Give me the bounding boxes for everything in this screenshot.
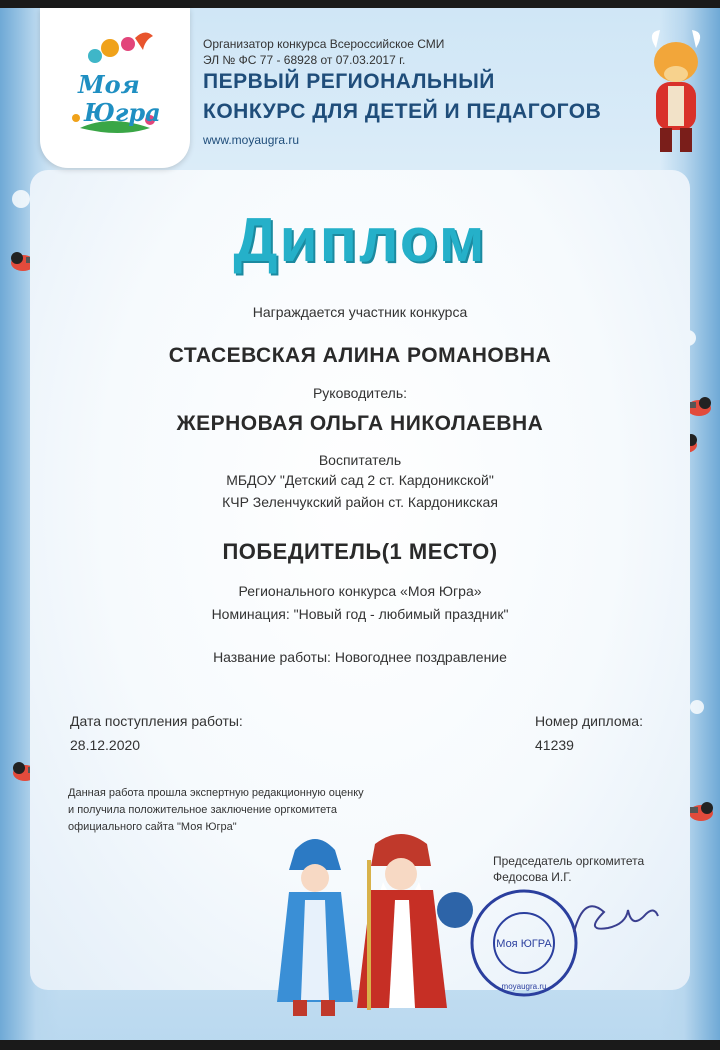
review-note-line2: и получила положительное заключение оргкомитета [68,804,337,816]
snow-maiden-and-father-frost-illustration [255,820,475,1020]
snowflake-decoration [690,700,704,714]
logo-text-line1: Моя [78,70,140,99]
logo-text-line2: Югра [84,98,161,127]
work-title-text: Название работы: Новогоднее поздравление [213,649,507,665]
contest-name-text: Регионального конкурса «Моя Югра» [238,583,482,599]
website-link[interactable]: www.moyaugra.ru [203,133,300,147]
diploma-number-value: 41239 [535,737,574,753]
chairman-role: Председатель оргкомитета [493,854,645,868]
awarded-text: Награждается участник конкурса [252,304,468,320]
organizer-text: Организатор конкурса Всероссийское СМИ [203,37,445,51]
supervisor-label: Руководитель: [312,385,408,401]
chairman-name: Федосова И.Г. [493,870,572,884]
diploma-number-label: Номер диплома: [535,713,643,729]
license-text: ЭЛ № ФС 77 - 68928 от 07.03.2017 г. [203,53,406,67]
participant-name: СТАСЕВСКАЯ АЛИНА РОМАНОВНА [168,344,552,367]
bull-mascot-icon [638,22,714,158]
diploma-title: Диплом [233,206,487,275]
contest-heading-line2: КОНКУРС ДЛЯ ДЕТЕЙ И ПЕДАГОГОВ [203,100,602,123]
institution-text: МБДОУ "Детский сад 2 ст. Кардоникской" [226,472,494,488]
received-date-label: Дата поступления работы: [70,713,243,729]
bullfinch-icon [686,800,716,822]
moya-yugra-logo [40,8,190,168]
supervisor-name: ЖЕРНОВАЯ ОЛЬГА НИКОЛАЕВНА [176,412,544,435]
stamp-site-text: moyaugra.ru [501,982,547,991]
top-black-bar [0,0,720,8]
official-stamp-icon [466,888,582,998]
result-text: ПОБЕДИТЕЛЬ(1 МЕСТО) [222,539,498,564]
signature-scribble-icon [566,892,666,946]
stamp-center-text: Моя ЮГРА [496,938,552,950]
review-note-line1: Данная работа прошла экспертную редакционную оценку [68,787,364,799]
received-date-value: 28.12.2020 [70,737,141,753]
nomination-text: Номинация: "Новый год - любимый праздник" [211,606,509,622]
bottom-black-bar [0,1040,720,1050]
review-note-line3: официального сайта "Моя Югра" [68,821,237,833]
location-text: КЧР Зеленчукский район ст. Кардоникская [222,494,498,510]
position-text: Воспитатель [318,452,402,468]
contest-heading-line1: ПЕРВЫЙ РЕГИОНАЛЬНЫЙ [203,70,495,93]
